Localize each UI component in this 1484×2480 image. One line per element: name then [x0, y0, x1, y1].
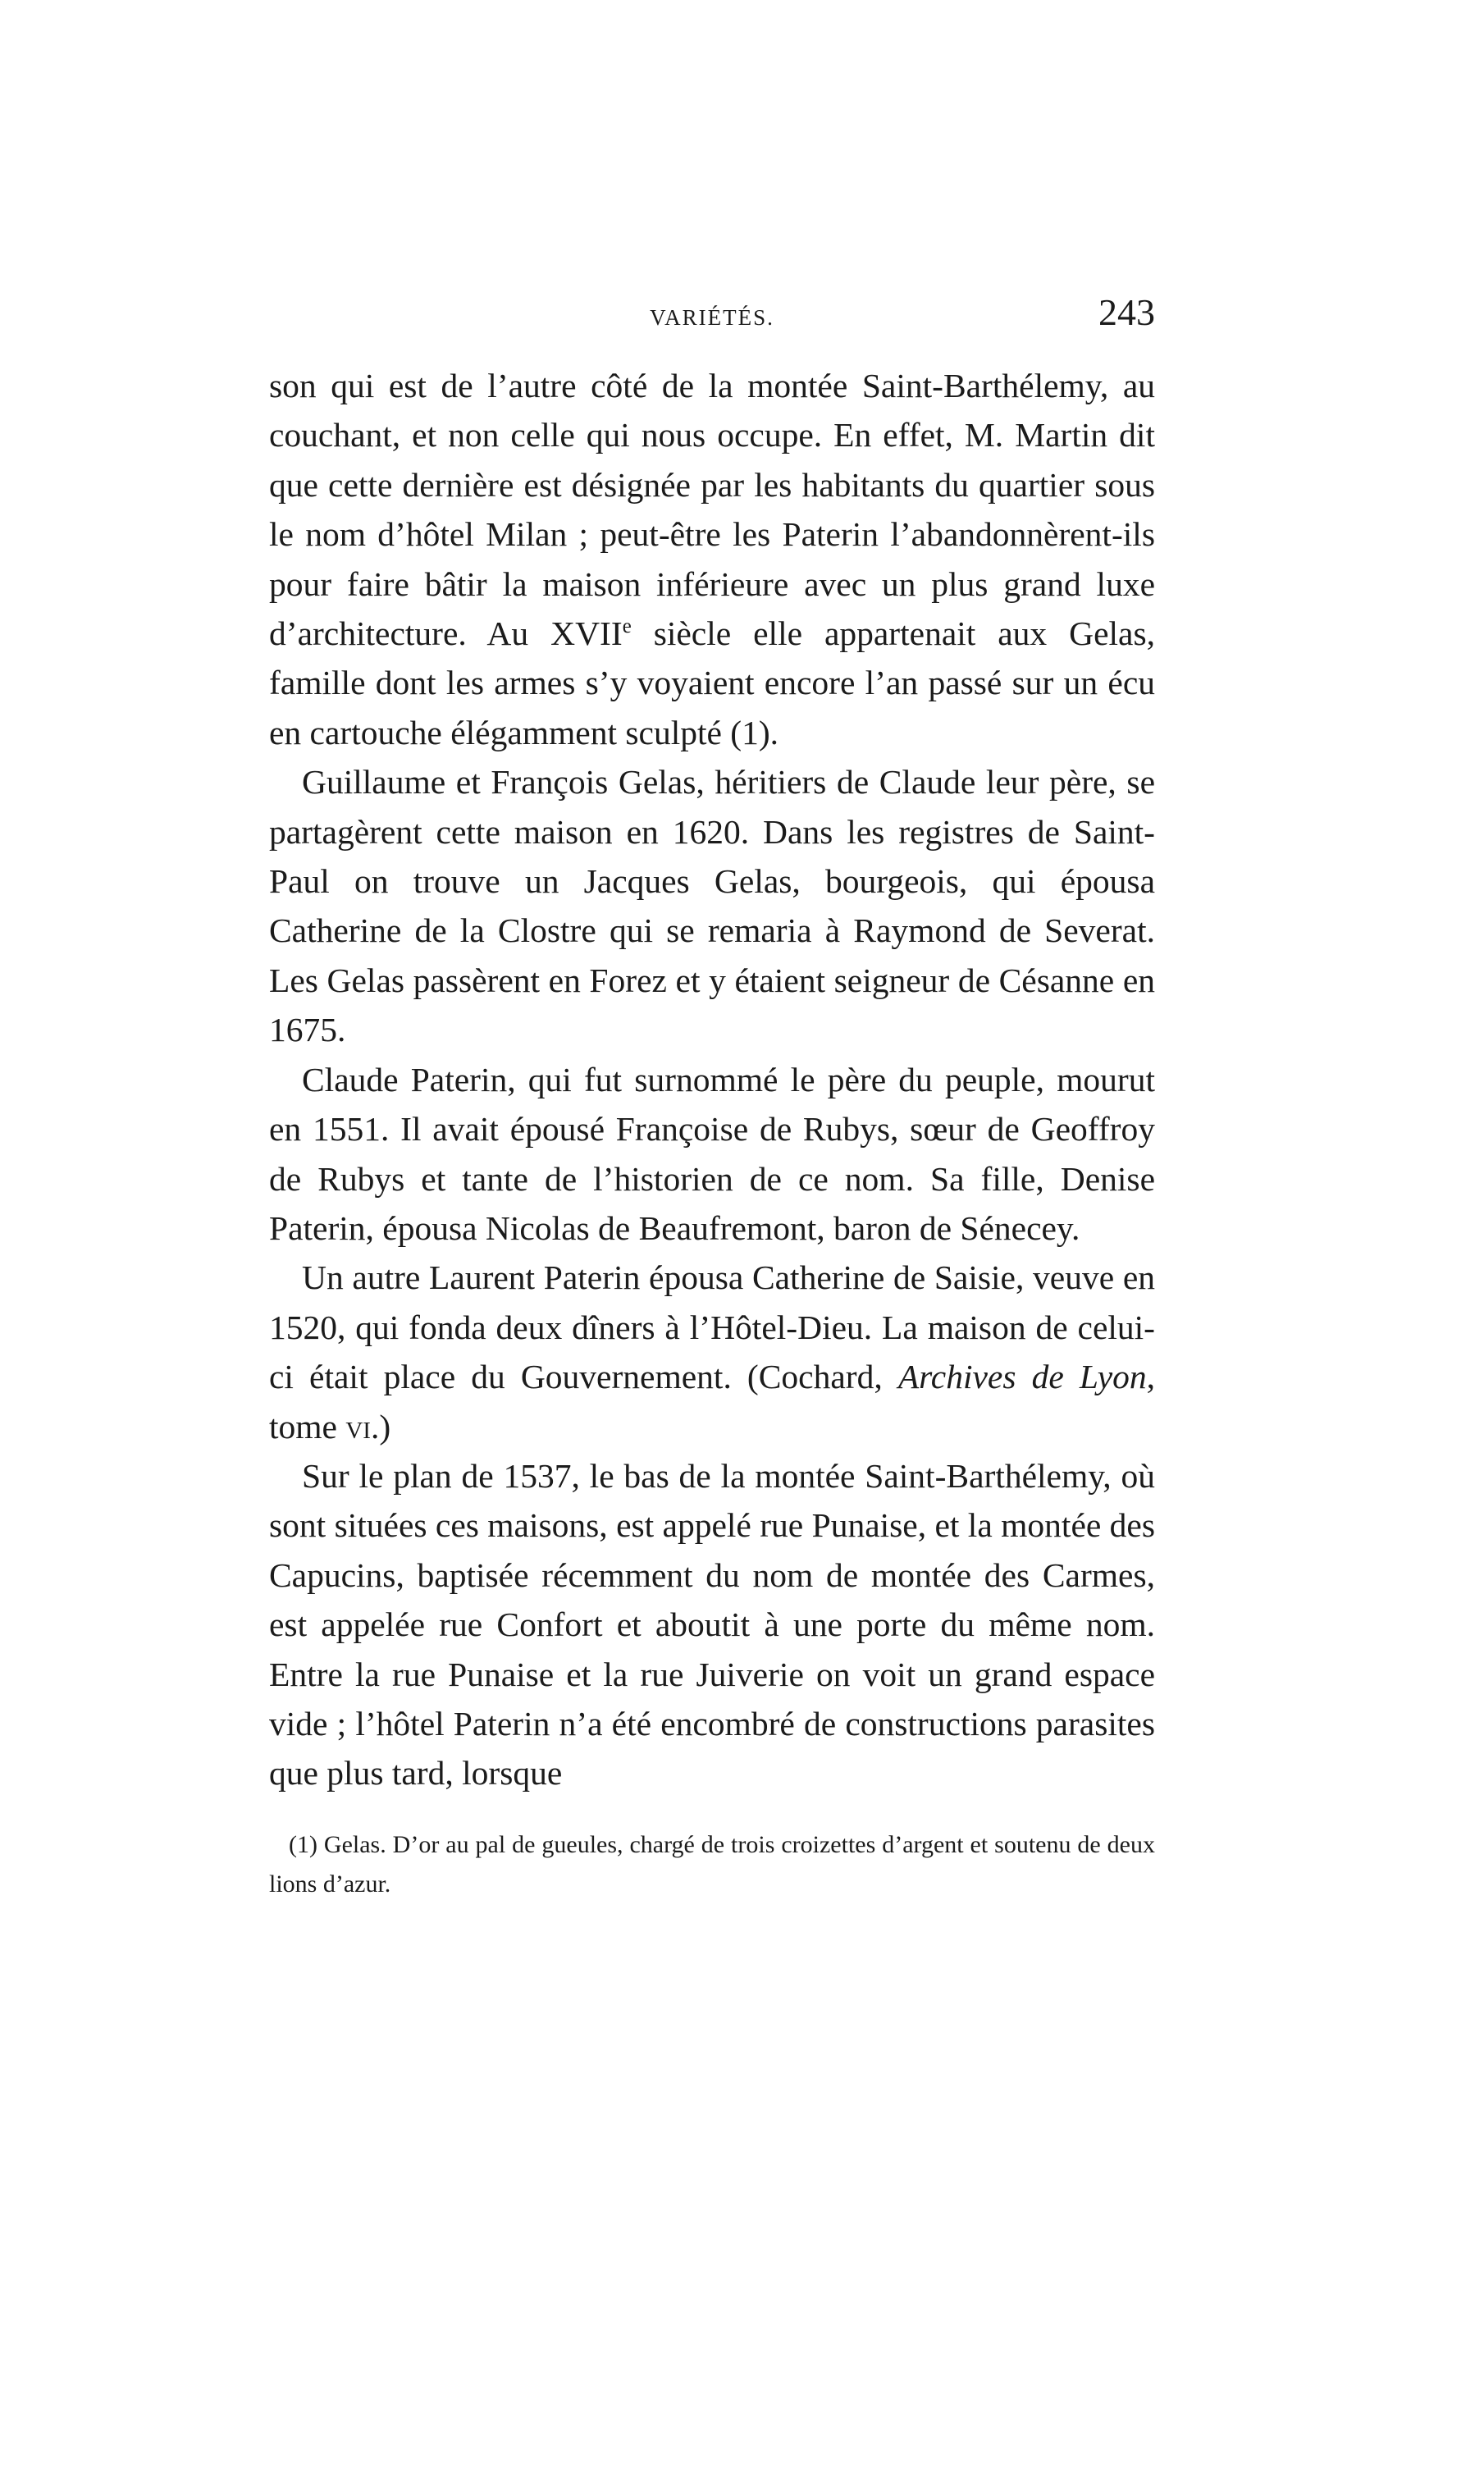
superscript: e — [622, 615, 632, 638]
paragraph: Guillaume et François Gelas, héritiers de Claude leur père, se partagèrent cette maison en 1620. Dans les registres de Saint-Paul on trouve un Jacques Gelas, bourgeois, qui épousa Catherine de la Clostre qui se remaria à Raymond de Severat. Les Gelas passèrent en Forez et y étaient seigneur de Césanne en 1675. — [269, 763, 1155, 1049]
page-header — [269, 285, 1155, 359]
volume-number: vi — [345, 1407, 371, 1446]
paragraph-text: Un autre Laurent Paterin épousa Catherine de Saisie, veuve en 1520, qui fonda deux dîners à l’Hôtel-Dieu. La maison de celui-ci était place du Gouvernement. (Cochard, — [269, 1258, 1155, 1396]
italic-title: Archives de Lyon — [897, 1358, 1147, 1396]
paragraph — [269, 361, 1155, 757]
paragraph: Claude Paterin, qui fut surnommé le père du peuple, mourut en 1551. Il avait épousé Françoise de Rubys, sœur de Geoffroy de Rubys et tante de l’historien de ce nom. Sa fille, Denise Paterin, épousa Nicolas de Beaufremont, baron de Sénecey. — [269, 1060, 1155, 1247]
running-head: VARIÉTÉS. — [650, 305, 774, 330]
paragraph — [269, 1253, 1155, 1451]
footnotes — [269, 1825, 1155, 1904]
paragraph-text: .) — [370, 1407, 391, 1446]
paragraph-text: son qui est de l’autre côté de la montée Saint-Barthélemy, au couchant, et non celle qui nous occupe. En effet, M. Martin dit que cette dernière est désignée par les habitants du quartier sous le nom d’hôtel Milan ; peut-être les Paterin l’abandonnèrent-ils pour faire bâtir la maison inférieure avec un plus grand luxe d’architecture. Au XVII — [269, 367, 1155, 653]
paragraph: Sur le plan de 1537, le bas de la montée Saint-Barthélemy, où sont situées ces maisons, est appelé rue Punaise, et la montée des Capucins, baptisée récemment du nom de montée des Carmes, est appelée rue Confort et aboutit à une porte du même nom. Entre la rue Punaise et la rue Juiverie on voit un grand espace vide ; l’hôtel Paterin n’a été encombré de constructions parasites que plus tard, lorsque — [269, 1456, 1155, 1793]
paragraph-text: siècle elle appartenait aux Gelas, famille dont les armes s’y voyaient encore l’an passé sur un écu en cartouche élégamment sculpté (1). — [269, 614, 1155, 751]
footnote: (1) Gelas. D’or au pal de gueules, chargé de trois croizettes d’argent et soutenu de deux lions d’azur. — [269, 1831, 1155, 1898]
page-number: 243 — [1098, 291, 1155, 333]
body-text — [269, 361, 1155, 1798]
paragraph-text: , tome — [269, 1358, 1155, 1446]
